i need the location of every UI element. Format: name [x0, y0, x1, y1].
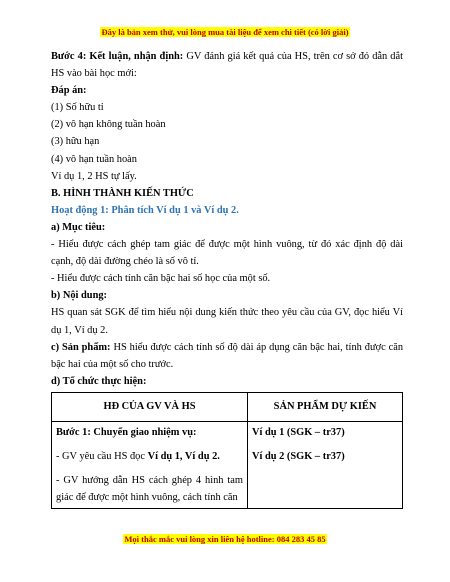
document-body — [51, 48, 403, 509]
table-header-cell: HĐ CỦA GV VÀ HS — [52, 392, 248, 421]
table-line2: - GV hướng dẫn HS cách ghép 4 hình tam giác để được một hình vuông, cách tính căn — [56, 474, 243, 503]
answer-note: Ví dụ 1, 2 HS tự lấy. — [51, 170, 137, 182]
top-banner-text: Đây là bản xem thử, vui lòng mua tài liệu để xem chi tiết (có lời giải) — [101, 27, 349, 37]
bottom-banner-text: Mọi thắc mắc vui lòng xin liên hệ hotline: 084 283 45 85 — [124, 534, 326, 544]
answer-item: (4) vô hạn tuần hoàn — [51, 153, 137, 165]
product-heading: c) Sản phẩm: — [51, 341, 111, 353]
answer-item: (1) Số hữu tỉ — [51, 102, 104, 114]
table-cell-left — [52, 421, 248, 508]
table-row — [52, 421, 403, 508]
answer-item: (3) hữu hạn — [51, 136, 100, 148]
answer-heading: Đáp án: — [51, 85, 87, 97]
section-b-heading: B. HÌNH THÀNH KIẾN THỨC — [51, 187, 194, 199]
top-banner — [0, 27, 450, 37]
goal-item: - Hiểu được cách ghép tam giác để được một hình vuông, từ đó xác định độ dài cạnh, độ dài đường chéo là số vô tỉ. — [51, 239, 403, 268]
organize-heading: d) Tổ chức thực hiện: — [51, 375, 147, 387]
table-cell-right — [248, 421, 403, 508]
table-ex1: Ví dụ 1 (SGK – tr37) — [252, 426, 345, 438]
step4-text: GV đánh giá kết quả của HS, trên cơ sở đó dẫn dắt HS vào bài học mới: — [51, 51, 403, 80]
step4-paragraph — [51, 48, 403, 82]
goal-item: - Hiểu được cách tính căn bậc hai số học của một số. — [51, 273, 271, 285]
goal-heading: a) Mục tiêu: — [51, 221, 106, 233]
table-line1: - GV yêu cầu HS đọc Ví dụ 1, Ví dụ 2. — [56, 450, 220, 462]
bottom-banner — [0, 534, 450, 544]
product-text: HS hiểu được cách tính số độ dài áp dụng căn bậc hai, tính được căn bậc hai của một số cho trước. — [51, 341, 404, 370]
product-paragraph — [51, 339, 403, 373]
table-step1: Bước 1: Chuyển giao nhiệm vụ: — [56, 426, 197, 438]
activity1-heading: Hoạt động 1: Phân tích Ví dụ 1 và Ví dụ 2. — [51, 204, 239, 216]
step4-label: Bước 4: Kết luận, nhận định: — [51, 51, 184, 62]
table-ex2: Ví dụ 2 (SGK – tr37) — [252, 450, 345, 462]
activity-table — [51, 392, 403, 509]
content-text: HS quan sát SGK để tìm hiểu nội dung kiến thức theo yêu cầu của GV, đọc hiểu Ví dụ 1, Ví dụ 2. — [51, 307, 403, 336]
answer-item: (2) vô hạn không tuần hoàn — [51, 119, 166, 131]
table-header-row — [52, 392, 403, 421]
table-header-cell: SẢN PHẨM DỰ KIẾN — [248, 392, 403, 421]
content-heading: b) Nội dung: — [51, 290, 108, 302]
